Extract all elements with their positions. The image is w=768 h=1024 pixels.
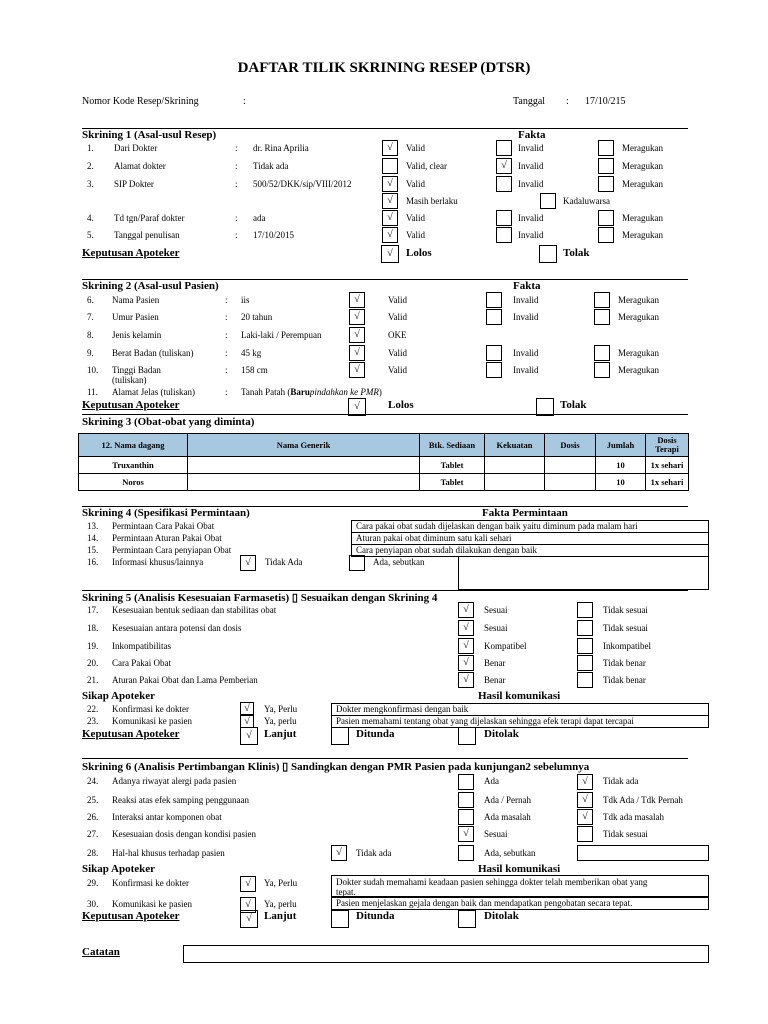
- option-label: OKE: [388, 330, 407, 340]
- tolak-label: Tolak: [563, 247, 590, 259]
- meragukan-checkbox[interactable]: [598, 140, 614, 156]
- row-label: Berat Badan (tuliskan): [112, 348, 194, 358]
- tidak-ada-checkbox[interactable]: √: [577, 774, 593, 790]
- table-cell: 1x sehari: [646, 457, 689, 474]
- option-label: Valid: [406, 143, 425, 153]
- fakta-field[interactable]: Cara penyiapan obat sudah dilakukan dengan baik: [351, 544, 709, 557]
- row-number: 16.: [87, 557, 99, 567]
- row-number: 15.: [87, 545, 99, 555]
- table-row: [79, 474, 689, 491]
- invalid-checkbox[interactable]: [486, 345, 502, 361]
- option-label: Meragukan: [618, 348, 659, 358]
- row-number: 8.: [87, 330, 94, 340]
- s6-title: Skrining 6 (Analisis Pertimbangan Klinis) ▯ Sandingkan dengan PMR Pasien pada kunjungan2 sebelumnya: [82, 761, 590, 773]
- row-number: 17.: [87, 605, 99, 615]
- valid-checkbox[interactable]: √: [382, 227, 398, 243]
- meragukan-checkbox[interactable]: [598, 210, 614, 226]
- tidak-sesuai-checkbox[interactable]: [577, 620, 593, 636]
- ada-detail-field[interactable]: [458, 556, 709, 590]
- lolos-checkbox[interactable]: √: [381, 245, 399, 263]
- option-label: Tidak ada: [356, 848, 392, 858]
- row-label: Permintaan Cara penyiapan Obat: [112, 545, 232, 555]
- option-label: Valid: [406, 213, 425, 223]
- row-label: Permintaan Aturan Pakai Obat: [112, 533, 222, 543]
- lanjut-label: Lanjut: [264, 728, 297, 740]
- row-value: 45 kg: [241, 348, 262, 358]
- row-label: Konfirmasi ke dokter: [112, 878, 189, 888]
- invalid-checkbox[interactable]: √: [496, 158, 512, 174]
- row-label: Permintaan Cara Pakai Obat: [112, 521, 215, 531]
- row-value: 20 tahun: [241, 312, 273, 322]
- hasil-text: Dokter sudah memahami keadaan pasien sehingga dokter telah memberikan obat yang: [336, 877, 648, 887]
- option-label: Ada masalah: [484, 812, 531, 822]
- option-label: Valid: [388, 348, 407, 358]
- option-label: Kadaluwarsa: [563, 196, 610, 206]
- table-cell: [545, 457, 596, 474]
- s2-title: Skrining 2 (Asal-usul Pasien): [82, 280, 219, 292]
- colon: :: [243, 96, 246, 107]
- option-label: Tdk ada masalah: [603, 812, 664, 822]
- row-number: 21.: [87, 675, 99, 685]
- option-label: Invalid: [518, 230, 544, 240]
- colon: :: [225, 312, 228, 322]
- row-label: Interaksi antar komponen obat: [112, 812, 222, 822]
- row-number: 24.: [87, 776, 99, 786]
- colon: :: [225, 330, 228, 340]
- option-label: Invalid: [513, 365, 539, 375]
- valid-checkbox[interactable]: √: [349, 345, 365, 361]
- invalid-checkbox[interactable]: [486, 362, 502, 378]
- row-number: 25.: [87, 795, 99, 805]
- table-cell: Tablet: [420, 457, 485, 474]
- option-label: Valid, clear: [406, 161, 447, 171]
- row-number: 18.: [87, 623, 99, 633]
- option-label: Invalid: [518, 143, 544, 153]
- catatan-field[interactable]: [183, 945, 709, 963]
- tdk-ada-checkbox[interactable]: √: [577, 792, 593, 808]
- ditunda-checkbox[interactable]: [331, 727, 349, 745]
- row-label: Kesesuaian antara potensi dan dosis: [112, 623, 242, 633]
- ditolak-label: Ditolak: [484, 910, 519, 922]
- ditolak-label: Ditolak: [484, 728, 519, 740]
- section-divider: [82, 758, 688, 759]
- tidak-ada-checkbox[interactable]: √: [331, 845, 347, 861]
- row-label: Komunikasi ke pasien: [112, 899, 192, 909]
- ya-perlu-checkbox[interactable]: √: [240, 715, 254, 728]
- s4-title: Skrining 4 (Spesifikasi Permintaan): [82, 507, 250, 519]
- invalid-checkbox[interactable]: [496, 140, 512, 156]
- row-number: 29.: [87, 878, 99, 888]
- s4-fakta-heading: Fakta Permintaan: [482, 507, 568, 519]
- row-number: 19.: [87, 641, 99, 651]
- option-label: Inkompatibel: [603, 641, 651, 651]
- valid-checkbox[interactable]: √: [382, 140, 398, 156]
- invalid-checkbox[interactable]: [496, 210, 512, 226]
- nomor-label: Nomor Kode Resep/Skrining: [82, 96, 199, 107]
- lolos-label: Lolos: [406, 247, 432, 259]
- meragukan-checkbox[interactable]: [598, 227, 614, 243]
- row-value: 500/52/DKK/sip/VIII/2012: [253, 179, 352, 189]
- valid-checkbox[interactable]: √: [349, 292, 365, 308]
- meragukan-checkbox[interactable]: [594, 292, 610, 308]
- row-label: Umur Pasien: [112, 312, 159, 322]
- meragukan-checkbox[interactable]: [594, 345, 610, 361]
- option-label: Ada, sebutkan: [484, 848, 536, 858]
- tolak-label: Tolak: [560, 399, 587, 411]
- colon: :: [235, 179, 238, 189]
- table-cell: [188, 474, 420, 491]
- meragukan-checkbox[interactable]: [598, 176, 614, 192]
- row-label: Dari Dokter: [114, 143, 158, 153]
- ditolak-checkbox[interactable]: [458, 727, 476, 745]
- row-number: 14.: [87, 533, 99, 543]
- lolos-label: Lolos: [388, 399, 414, 411]
- row-label: Tanggal penulisan: [114, 230, 180, 240]
- tdk-ada-masalah-checkbox[interactable]: √: [577, 809, 593, 825]
- row-number: 27.: [87, 829, 99, 839]
- hasil-heading: Hasil komunikasi: [478, 863, 561, 875]
- inkompatibel-checkbox[interactable]: [577, 638, 593, 654]
- ditunda-label: Ditunda: [356, 910, 395, 922]
- table-cell: Truxanthin: [79, 457, 188, 474]
- row-number: 10.: [87, 365, 99, 375]
- option-label: Invalid: [518, 161, 544, 171]
- table-cell: [188, 457, 420, 474]
- option-label: Kompatibel: [484, 641, 527, 651]
- row-number: 26.: [87, 812, 99, 822]
- invalid-checkbox[interactable]: [486, 292, 502, 308]
- option-label: Meragukan: [622, 179, 663, 189]
- table-cell: 10: [596, 457, 646, 474]
- col-header: Dosis: [545, 434, 596, 457]
- meragukan-checkbox[interactable]: [594, 309, 610, 325]
- col-header: 12. Nama dagang: [79, 434, 188, 457]
- invalid-checkbox[interactable]: [496, 227, 512, 243]
- row-value: iis: [241, 295, 250, 305]
- option-label: Meragukan: [618, 365, 659, 375]
- sikap-heading: Sikap Apoteker: [82, 690, 156, 702]
- option-label: Valid: [406, 179, 425, 189]
- option-label: Tidak ada: [603, 776, 639, 786]
- table-header-row: [79, 434, 689, 457]
- s2-fakta-heading: Fakta: [513, 280, 541, 292]
- s5-title: Skrining 5 (Analisis Kesesuaian Farmasetis) ▯ Sesuaikan dengan Skrining 4: [82, 592, 438, 604]
- obat-table: [78, 433, 689, 491]
- address-value: Tanah Patah (Barupindahkan ke PMR): [241, 387, 382, 397]
- lanjut-label: Lanjut: [264, 910, 297, 922]
- ya-perlu-checkbox[interactable]: √: [240, 702, 254, 715]
- col-header: Jumlah: [596, 434, 646, 457]
- table-cell: Noros: [79, 474, 188, 491]
- col-header: Btk. Sediaan: [420, 434, 485, 457]
- ada-checkbox[interactable]: [458, 774, 474, 790]
- table-cell: [545, 474, 596, 491]
- row-number: 5.: [87, 230, 94, 240]
- row-value: dr. Rina Aprilia: [253, 143, 309, 153]
- row-number: 2.: [87, 161, 94, 171]
- keputusan-label: Keputusan Apoteker: [82, 247, 180, 259]
- col-header: Kekuatan: [485, 434, 545, 457]
- option-label: Ada, sebutkan: [373, 557, 425, 567]
- option-label: Ada / Pernah: [484, 795, 531, 805]
- table-cell: 1x sehari: [646, 474, 689, 491]
- row-label: Alamat Jelas (tuliskan): [112, 387, 195, 397]
- sikap-heading: Sikap Apoteker: [82, 863, 156, 875]
- lanjut-checkbox[interactable]: √: [240, 727, 258, 745]
- ditunda-label: Ditunda: [356, 728, 395, 740]
- row-label: Kesesuaian bentuk sediaan dan stabilitas obat: [112, 605, 277, 615]
- hasil-text-cont: tepat.: [336, 887, 356, 897]
- masih-berlaku-checkbox[interactable]: √: [382, 193, 398, 209]
- sesuai-checkbox[interactable]: √: [458, 602, 474, 618]
- kadaluwarsa-checkbox[interactable]: [540, 193, 556, 209]
- row-value: Laki-laki / Perempuan: [241, 330, 322, 340]
- ada-pernah-checkbox[interactable]: [458, 792, 474, 808]
- row-label: Konfirmasi ke dokter: [112, 704, 189, 714]
- option-label: Tidak Ada: [265, 557, 303, 567]
- fakta-field[interactable]: Cara pakai obat sudah dijelaskan dengan baik yaitu diminum pada malam hari: [351, 520, 709, 533]
- row-number: 3.: [87, 179, 94, 189]
- option-label: Tidak benar: [603, 658, 646, 668]
- hasil-komunikasi-field[interactable]: Pasien menjelaskan gejala dengan baik dan mendapatkan pengobatan secara tepat.: [331, 897, 709, 910]
- keputusan-label: Keputusan Apoteker: [82, 728, 180, 740]
- valid-checkbox[interactable]: √: [349, 362, 365, 378]
- row-value: 17/10/2015: [253, 230, 295, 240]
- ya-perlu-checkbox[interactable]: √: [240, 897, 256, 913]
- option-label: Meragukan: [622, 230, 663, 240]
- option-label: Meragukan: [622, 143, 663, 153]
- ya-perlu-checkbox[interactable]: √: [240, 876, 256, 892]
- lolos-checkbox[interactable]: √: [348, 398, 366, 416]
- option-label: Tidak benar: [603, 675, 646, 685]
- col-header: Dosis Terapi: [646, 434, 689, 457]
- row-label: Kesesuaian dosis dengan kondisi pasien: [112, 829, 256, 839]
- option-label: Masih berlaku: [406, 196, 458, 206]
- colon: :: [225, 348, 228, 358]
- option-label: Ya, perlu: [264, 716, 297, 726]
- option-label: Tidak sesuai: [603, 605, 648, 615]
- row-number: 28.: [87, 848, 99, 858]
- kompatibel-checkbox[interactable]: √: [458, 638, 474, 654]
- tidak-sesuai-checkbox[interactable]: [577, 826, 593, 842]
- ditolak-checkbox[interactable]: [458, 910, 476, 928]
- hasil-heading: Hasil komunikasi: [478, 690, 561, 702]
- row-number: 1.: [87, 143, 94, 153]
- meragukan-checkbox[interactable]: [594, 362, 610, 378]
- valid-checkbox[interactable]: √: [382, 176, 398, 192]
- colon: :: [235, 213, 238, 223]
- option-label: Ya, perlu: [264, 899, 297, 909]
- row-label: Cara Pakai Obat: [112, 658, 171, 668]
- s1-title: Skrining 1 (Asal-usul Resep): [82, 129, 217, 141]
- hasil-komunikasi-field[interactable]: Pasien memahami tentang obat yang dijelaskan sehingga efek terapi dapat tercapai: [331, 715, 709, 728]
- keputusan-label: Keputusan Apoteker: [82, 910, 180, 922]
- row-number: 4.: [87, 213, 94, 223]
- row-label: Komunikasi ke pasien: [112, 716, 192, 726]
- row-number: 9.: [87, 348, 94, 358]
- row-label: Informasi khusus/lainnya: [112, 557, 204, 567]
- meragukan-checkbox[interactable]: [598, 158, 614, 174]
- tolak-checkbox[interactable]: [539, 245, 557, 263]
- valid-checkbox[interactable]: [382, 158, 398, 174]
- benar-checkbox[interactable]: √: [458, 655, 474, 671]
- ditunda-checkbox[interactable]: [331, 910, 349, 928]
- tidak-ada-checkbox[interactable]: √: [240, 555, 256, 571]
- row-label: Alamat dokter: [114, 161, 166, 171]
- tanggal-value: 17/10/215: [585, 96, 626, 107]
- s1-fakta-heading: Fakta: [518, 129, 546, 141]
- lanjut-checkbox[interactable]: √: [240, 910, 258, 928]
- option-label: Ya, Perlu: [264, 878, 298, 888]
- row-label: Jenis kelamin: [112, 330, 162, 340]
- table-cell: 10: [596, 474, 646, 491]
- ada-checkbox[interactable]: [349, 555, 365, 571]
- ada-detail-field[interactable]: [577, 845, 709, 861]
- colon: :: [225, 365, 228, 375]
- option-label: Meragukan: [622, 213, 663, 223]
- tidak-benar-checkbox[interactable]: [577, 672, 593, 688]
- hasil-komunikasi-field[interactable]: Dokter mengkonfirmasi dengan baik: [331, 703, 709, 716]
- table-cell: Tablet: [420, 474, 485, 491]
- colon: :: [566, 96, 569, 107]
- option-label: Sesuai: [484, 605, 508, 615]
- colon: :: [225, 387, 228, 397]
- option-label: Invalid: [513, 348, 539, 358]
- option-label: Valid: [388, 312, 407, 322]
- row-label: Aturan Pakai Obat dan Lama Pemberian: [112, 675, 258, 685]
- option-label: Meragukan: [622, 161, 663, 171]
- invalid-checkbox[interactable]: [486, 309, 502, 325]
- valid-checkbox[interactable]: √: [382, 210, 398, 226]
- table-row: [79, 457, 689, 474]
- row-number: 7.: [87, 312, 94, 322]
- row-value: 158 cm: [241, 365, 268, 375]
- row-label: Reaksi atas efek samping penggunaan: [112, 795, 249, 805]
- colon: :: [235, 230, 238, 240]
- row-value: Tidak ada: [253, 161, 289, 171]
- ada-masalah-checkbox[interactable]: [458, 809, 474, 825]
- row-label: Nama Pasien: [112, 295, 160, 305]
- option-label: Valid: [388, 365, 407, 375]
- s3-title: Skrining 3 (Obat-obat yang diminta): [82, 416, 255, 428]
- option-label: Tdk Ada / Tdk Pernah: [603, 795, 683, 805]
- valid-checkbox[interactable]: √: [349, 309, 365, 325]
- ada-checkbox[interactable]: [458, 845, 474, 861]
- option-label: Tidak sesuai: [603, 829, 648, 839]
- benar-checkbox[interactable]: √: [458, 672, 474, 688]
- option-label: Invalid: [513, 295, 539, 305]
- option-label: Benar: [484, 675, 506, 685]
- oke-checkbox[interactable]: √: [349, 327, 365, 343]
- option-label: Valid: [388, 295, 407, 305]
- colon: :: [235, 161, 238, 171]
- option-label: Meragukan: [618, 312, 659, 322]
- section-divider: [82, 414, 688, 415]
- keputusan-label: Keputusan Apoteker: [82, 399, 180, 411]
- row-number: 13.: [87, 521, 99, 531]
- option-label: Sesuai: [484, 829, 508, 839]
- row-label: SIP Dokter: [114, 179, 154, 189]
- tidak-benar-checkbox[interactable]: [577, 655, 593, 671]
- option-label: Sesuai: [484, 623, 508, 633]
- invalid-checkbox[interactable]: [496, 176, 512, 192]
- option-label: Invalid: [513, 312, 539, 322]
- row-number: 11.: [87, 387, 98, 397]
- page-title: DAFTAR TILIK SKRINING RESEP (DTSR): [237, 60, 531, 76]
- row-label: Td tgn/Paraf dokter: [114, 213, 185, 223]
- option-label: Invalid: [518, 179, 544, 189]
- option-label: Invalid: [518, 213, 544, 223]
- hasil-komunikasi-field[interactable]: [331, 875, 709, 897]
- tanggal-label: Tanggal: [513, 96, 546, 107]
- row-number: 20.: [87, 658, 99, 668]
- row-label: Hal-hal khusus terhadap pasien: [112, 848, 225, 858]
- sesuai-checkbox[interactable]: √: [458, 826, 474, 842]
- sesuai-checkbox[interactable]: √: [458, 620, 474, 636]
- table-cell: [485, 474, 545, 491]
- option-label: Valid: [406, 230, 425, 240]
- fakta-field[interactable]: Aturan pakai obat diminum satu kali sehari: [351, 532, 709, 545]
- row-number: 30.: [87, 899, 99, 909]
- row-number: 6.: [87, 295, 94, 305]
- colon: :: [235, 143, 238, 153]
- table-cell: [485, 457, 545, 474]
- tidak-sesuai-checkbox[interactable]: [577, 602, 593, 618]
- row-number: 23.: [87, 716, 99, 726]
- row-label-cont: (tuliskan): [112, 375, 147, 385]
- row-label: Tinggi Badan: [112, 365, 161, 375]
- row-label: Inkompatibilitas: [112, 641, 171, 651]
- catatan-label: Catatan: [82, 946, 120, 958]
- option-label: Meragukan: [618, 295, 659, 305]
- row-label: Adanya riwayat alergi pada pasien: [112, 776, 237, 786]
- option-label: Ada: [484, 776, 499, 786]
- colon: :: [225, 295, 228, 305]
- row-value: ada: [253, 213, 266, 223]
- option-label: Ya, Perlu: [264, 704, 298, 714]
- option-label: Tidak sesuai: [603, 623, 648, 633]
- col-header: Nama Generik: [188, 434, 420, 457]
- option-label: Benar: [484, 658, 506, 668]
- row-number: 22.: [87, 704, 99, 714]
